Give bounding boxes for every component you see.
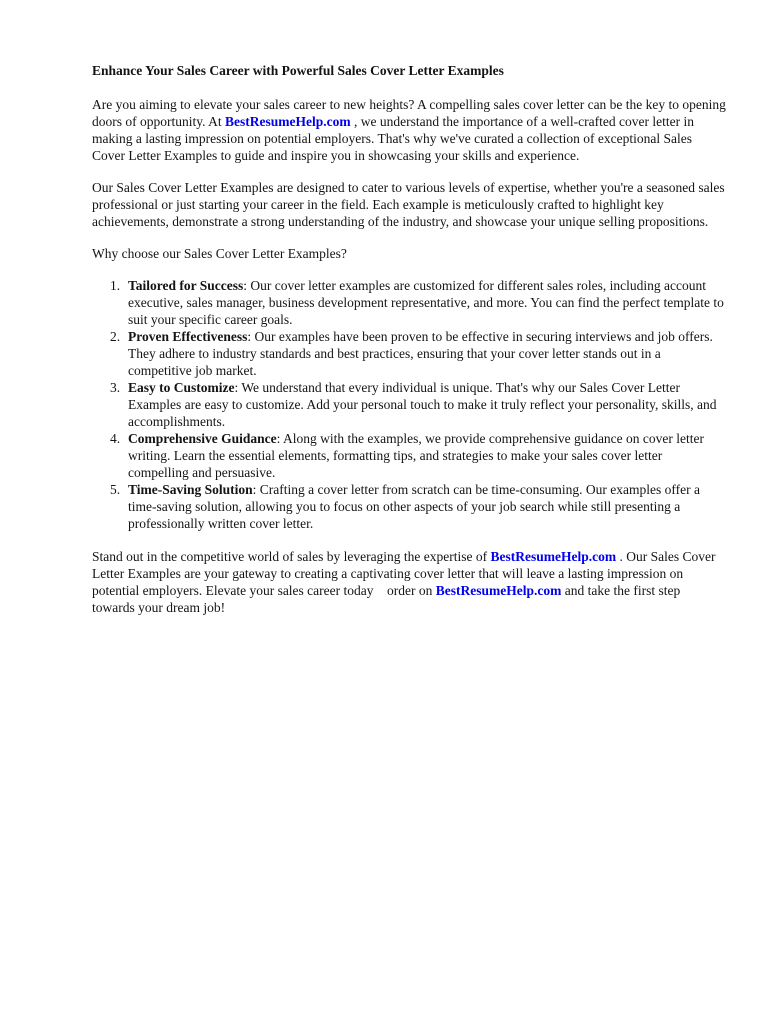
list-item-title: Easy to Customize: [128, 380, 235, 395]
list-item: [92, 328, 726, 379]
paragraph-closing: [92, 548, 726, 616]
closing-text-1: Stand out in the competitive world of sales by leveraging the expertise of: [92, 549, 491, 564]
list-item-title: Proven Effectiveness: [128, 329, 248, 344]
paragraph-intro: [92, 96, 726, 164]
paragraph-designed: Our Sales Cover Letter Examples are designed to cater to various levels of expertise, whether you're a seasoned sales professional or just starting your career in the field. Each example is meticulously crafted to highlight key achievements, demonstrate a strong understanding of the industry, and showcase your unique selling propositions.: [92, 180, 725, 229]
closing-text-3: and take the first step towards your dream job!: [92, 583, 681, 615]
list-item-number: 1.: [110, 278, 121, 293]
list-item: [92, 277, 726, 328]
list-item-number: 5.: [110, 482, 121, 497]
intro-text-after-link: , we understand the importance of a well-crafted cover letter in making a lasting impression on potential employers. That's why we've curated a collection of exceptional Sales Cover Letter Examples to guide and inspire you in showcasing your skills and experience.: [92, 114, 694, 163]
list-item-text: [128, 328, 726, 379]
list-item-text: [128, 277, 726, 328]
list-item-text: [128, 481, 726, 532]
list-item: [92, 481, 726, 532]
list-item-body: : Crafting a cover letter from scratch can be time-consuming. Our examples offer a time-saving solution, allowing you to focus on other aspects of your job search while still presenting a professionally written cover letter.: [128, 482, 700, 531]
intro-text-before-link: Are you aiming to elevate your sales career to new heights? A compelling sales cover letter can be the key to opening doors of opportunity. At: [92, 97, 726, 129]
list-item-body: : Our cover letter examples are customized for different sales roles, including account executive, sales manager, business development representative, and more. You can find the perfect template to suit your specific career goals.: [128, 278, 724, 327]
list-item-title: Comprehensive Guidance: [128, 431, 277, 446]
list-item-body: : Our examples have been proven to be effective in securing interviews and job offers. They adhere to industry standards and best practices, ensuring that your cover letter stands out in a competitive job market.: [128, 329, 713, 378]
list-item-number: 4.: [110, 431, 121, 446]
list-item: [92, 430, 726, 481]
brand-link[interactable]: BestResumeHelp.com: [435, 583, 562, 598]
list-item-title: Time-Saving Solution: [128, 482, 253, 497]
list-item-text: [128, 430, 726, 481]
list-item-number: 3.: [110, 380, 121, 395]
brand-link[interactable]: BestResumeHelp.com: [490, 549, 617, 564]
benefits-list: [92, 277, 726, 532]
list-item-text: [128, 379, 726, 430]
list-item-number: 2.: [110, 329, 121, 344]
closing-text-2: . Our Sales Cover Letter Examples are your gateway to creating a captivating cover letter that will leave a lasting impression on potential employers. Elevate your sales career today order on: [92, 549, 716, 598]
brand-link[interactable]: BestResumeHelp.com: [225, 114, 351, 129]
document-title: Enhance Your Sales Career with Powerful Sales Cover Letter Examples: [92, 63, 504, 78]
list-item-body: : Along with the examples, we provide comprehensive guidance on cover letter writing. Learn the essential elements, formatting tips, and strategies to make your sales cover letter compelling and persuasive.: [128, 431, 705, 480]
list-item-title: Tailored for Success: [128, 278, 244, 293]
paragraph-why-question: Why choose our Sales Cover Letter Examples?: [92, 246, 347, 261]
list-item: [92, 379, 726, 430]
list-item-body: : We understand that every individual is unique. That's why our Sales Cover Letter Examples are easy to customize. Add your personal touch to make it truly reflect your personality, skills, and accomplishments.: [128, 380, 717, 429]
